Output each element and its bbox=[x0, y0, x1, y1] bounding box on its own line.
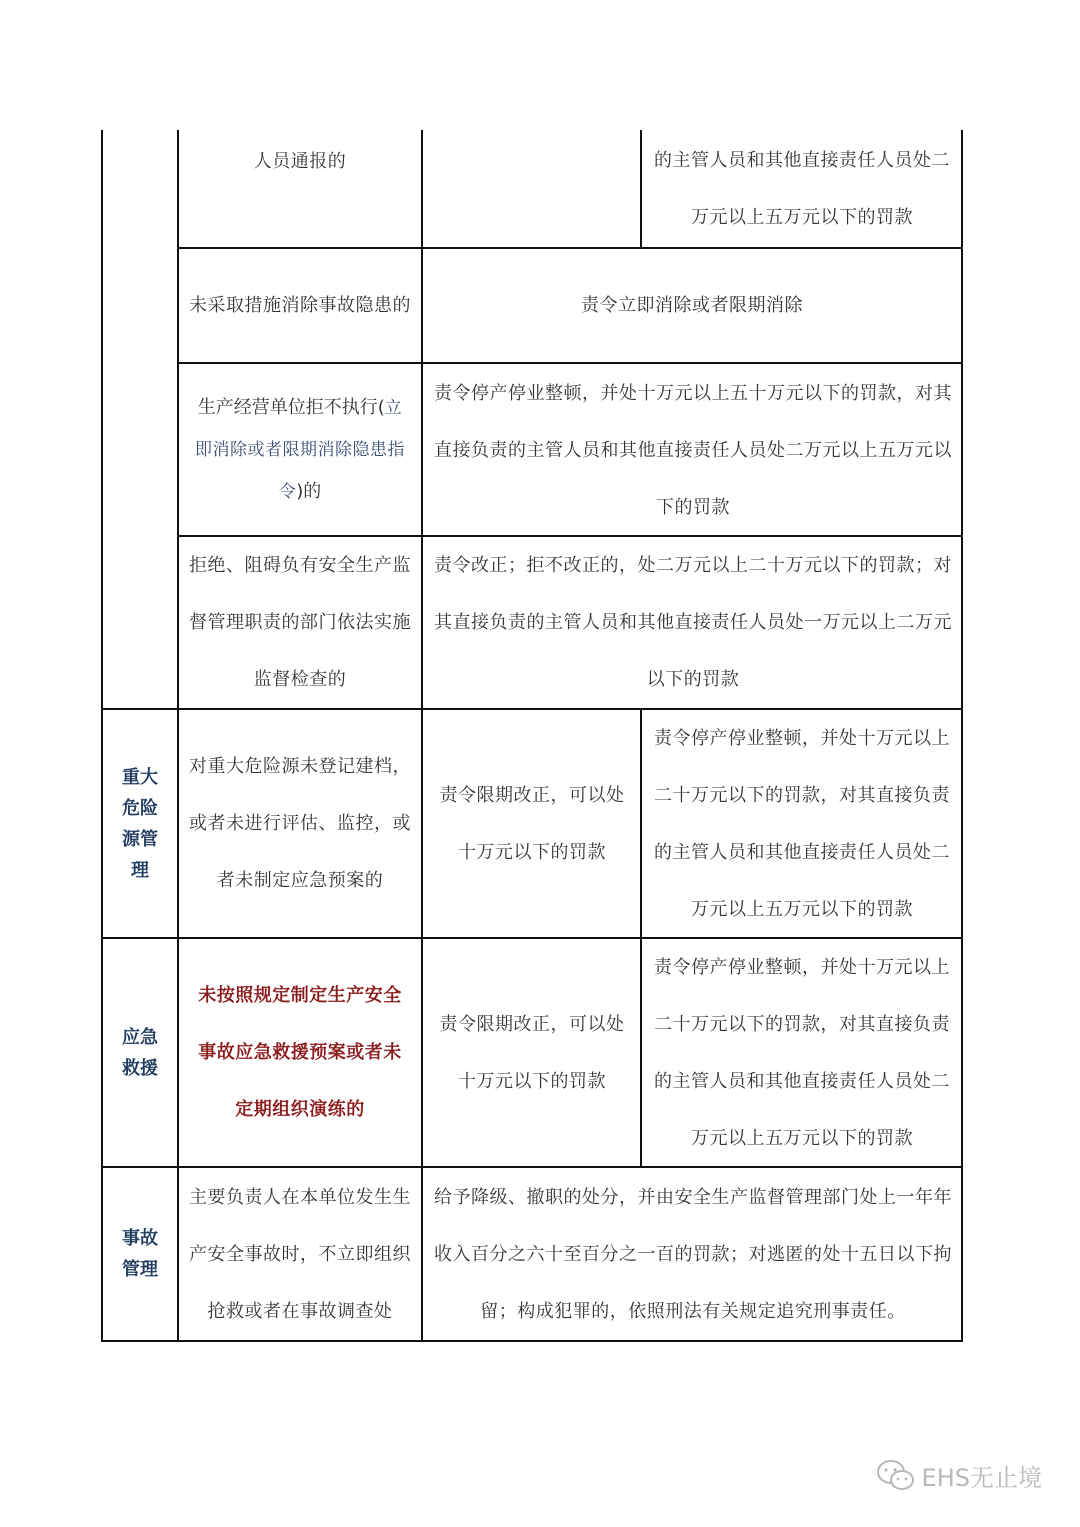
penalty-text: 责令停产停业整顿，并处十万元以上二十万元以下的罚款，对其直接负责的主管人员和其他直接责任人员处二万元以上五万元以下的罚款 bbox=[654, 956, 950, 1149]
table-divider-penalty-row1 bbox=[640, 130, 642, 248]
table-cell-penalty-b bbox=[646, 711, 958, 936]
behavior-text bbox=[189, 387, 411, 513]
behavior-text: 人员通报的 bbox=[253, 150, 347, 172]
behavior-text-part: 生产经营单位拒不执行( bbox=[197, 397, 385, 418]
table-cell-penalty bbox=[430, 1169, 956, 1339]
table-cell-behavior bbox=[182, 132, 418, 190]
penalty-text: 的主管人员和其他直接责任人员处二万元以上五万元以下的罚款 bbox=[654, 150, 950, 228]
table-cell-penalty bbox=[430, 366, 956, 534]
behavior-text: 主要负责人在本单位发生生产安全事故时，不立即组织抢救或者在事故调查处 bbox=[189, 1186, 411, 1322]
penalty-text: 责令改正；拒不改正的，处二万元以上二十万元以下的罚款；对其直接负责的主管人员和其他直接责任人员处一万元以上二万元以下的罚款 bbox=[434, 554, 952, 690]
table-cell-behavior bbox=[182, 250, 418, 361]
category-text: 事故管理 bbox=[122, 1228, 158, 1280]
table-cell-behavior bbox=[182, 711, 418, 936]
penalty-text: 责令停产停业整顿，并处十万元以上二十万元以下的罚款，对其直接负责的主管人员和其他直接责任人员处二万元以上五万元以下的罚款 bbox=[654, 727, 950, 920]
table-border-right bbox=[961, 130, 963, 1342]
penalty-text: 责令限期改正，可以处十万元以下的罚款 bbox=[439, 784, 625, 863]
watermark bbox=[876, 1458, 1042, 1493]
table-cell-behavior bbox=[182, 538, 418, 706]
watermark-text: EHS无止境 bbox=[921, 1464, 1042, 1492]
table-cell-penalty bbox=[430, 538, 956, 706]
table-cell-penalty-a bbox=[426, 711, 638, 936]
table-cell-behavior bbox=[182, 940, 418, 1165]
penalty-text: 责令限期改正，可以处十万元以下的罚款 bbox=[439, 1013, 625, 1092]
linked-order-text: 立即消除或者限期消除隐患指令 bbox=[195, 398, 405, 502]
table-cell-category bbox=[104, 1169, 176, 1339]
table-divider-behavior bbox=[421, 130, 423, 1342]
table-cell-penalty-b bbox=[646, 132, 958, 246]
table-cell-category bbox=[104, 711, 176, 936]
table-divider-category bbox=[177, 130, 179, 1342]
behavior-text-highlighted: 未按照规定制定生产安全事故应急救援预案或者未定期组织演练的 bbox=[198, 985, 402, 1120]
behavior-text: 未采取措施消除事故隐患的 bbox=[189, 295, 411, 316]
table-border-left bbox=[101, 130, 103, 1342]
table-border-bottom bbox=[101, 1340, 963, 1342]
penalty-text: 给予降级、撤职的处分，并由安全生产监督管理部门处上一年年收入百分之六十至百分之一百的罚款；对逃匿的处十五日以下拘留；构成犯罪的，依照刑法有关规定追究刑事责任。 bbox=[434, 1186, 952, 1322]
category-text: 应急救援 bbox=[122, 1026, 158, 1079]
table-cell-penalty-a bbox=[426, 940, 638, 1165]
table-cell-penalty-b bbox=[646, 940, 958, 1165]
wechat-icon bbox=[876, 1459, 916, 1493]
behavior-text: 对重大危险源未登记建档，或者未进行评估、监控，或者未制定应急预案的 bbox=[189, 756, 411, 891]
table-cell-behavior bbox=[182, 366, 418, 534]
table-cell-penalty bbox=[426, 250, 958, 361]
behavior-text-part: )的 bbox=[296, 481, 322, 502]
table-cell-behavior bbox=[182, 1169, 418, 1339]
category-text: 重大危险源管理 bbox=[122, 766, 158, 881]
penalty-text: 责令立即消除或者限期消除 bbox=[581, 295, 803, 316]
penalty-text: 责令停产停业整顿，并处十万元以上五十万元以下的罚款，对其直接负责的主管人员和其他直接责任人员处二万元以上五万元以下的罚款 bbox=[434, 382, 952, 518]
table-cell-category bbox=[104, 940, 176, 1165]
row-divider bbox=[177, 247, 963, 249]
behavior-text: 拒绝、阻碍负有安全生产监督管理职责的部门依法实施监督检查的 bbox=[189, 554, 411, 690]
